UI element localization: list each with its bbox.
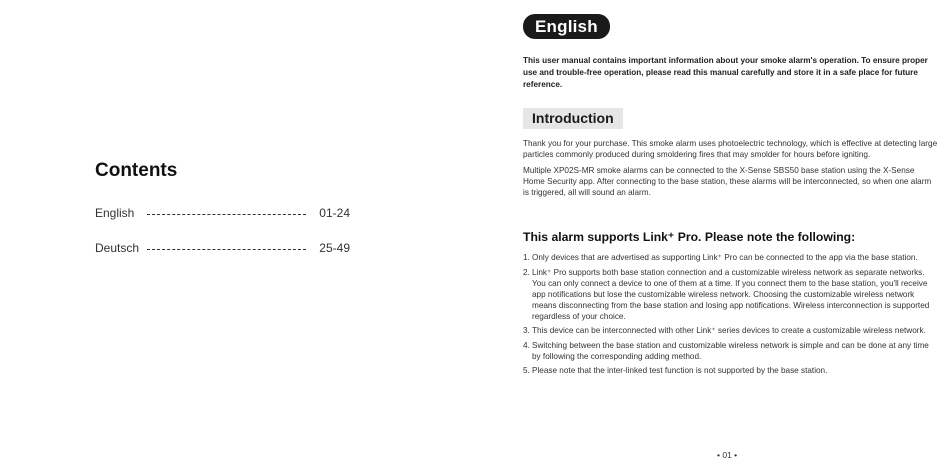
introduction-paragraph: Multiple XP02S-MR smoke alarms can be connected to the X-Sense SBS50 base station using the X-Sense Home Security app. After connecting to the base station, these alarms will be interconnected, so when one alarm is triggered, all will sound an alarm. [523,166,932,197]
list-item [523,365,938,376]
list-item-number: 1. [523,253,530,262]
toc-label: English [95,206,135,220]
list-item-text: Switching between the base station and customizable wireless network is simple and can be done at any time by following the corresponding adding method. [532,340,929,361]
toc-page-range: 01-24 [319,206,350,220]
list-item [523,252,938,263]
toc-entry-deutsch[interactable] [95,240,350,256]
manual-notice: This user manual contains important information about your smoke alarm's operation. To ensure proper use and trouble-free operation, please read this manual carefully and store it in a safe place for future reference. [523,56,928,89]
introduction-heading: Introduction [523,108,623,129]
list-item-text: This device can be interconnected with other Link⁺ series devices to create a customizable wireless network. [532,326,926,335]
toc-leader-line [147,214,306,215]
english-section-page [475,0,950,467]
list-item-number: 4. [523,340,530,350]
toc-entry-english[interactable] [95,205,350,221]
page-number: • 01 • [717,450,738,460]
link-pro-notes-list [523,252,938,380]
list-item-number: 5. [523,366,530,375]
language-badge: English [523,14,610,39]
list-item-text: Only devices that are advertised as supporting Link⁺ Pro can be connected to the app via the base station. [532,253,918,262]
toc-label: Deutsch [95,241,140,255]
contents-title: Contents [95,160,178,181]
link-pro-heading: This alarm supports Link⁺ Pro. Please note the following: [523,230,856,244]
toc-page-range: 25-49 [319,241,350,255]
list-item-number: 3. [523,326,530,335]
list-item-text: Link⁺ Pro supports both base station connection and a customizable wireless network as separate networks. You can only connect a device to one of them at a time. If you connect them to the base station, you'll receive app notifications but lose the customizable wireless network. Choosing the customizable wireless network means disconnecting from the base station and losing app notifications. Wireless interconnection is supported regardless of your choice. [532,267,930,321]
list-item [523,267,938,322]
introduction-paragraph: Thank you for your purchase. This smoke alarm uses photoelectric technology, which is effective at detecting large particles commonly produced during smoldering fires that may smolder for hours before igniting. [523,139,938,159]
list-item [523,340,938,362]
list-item-number: 2. [523,267,530,277]
list-item [523,325,938,336]
toc-leader-line [147,249,306,250]
list-item-text: Please note that the inter-linked test function is not supported by the base station. [532,366,828,375]
